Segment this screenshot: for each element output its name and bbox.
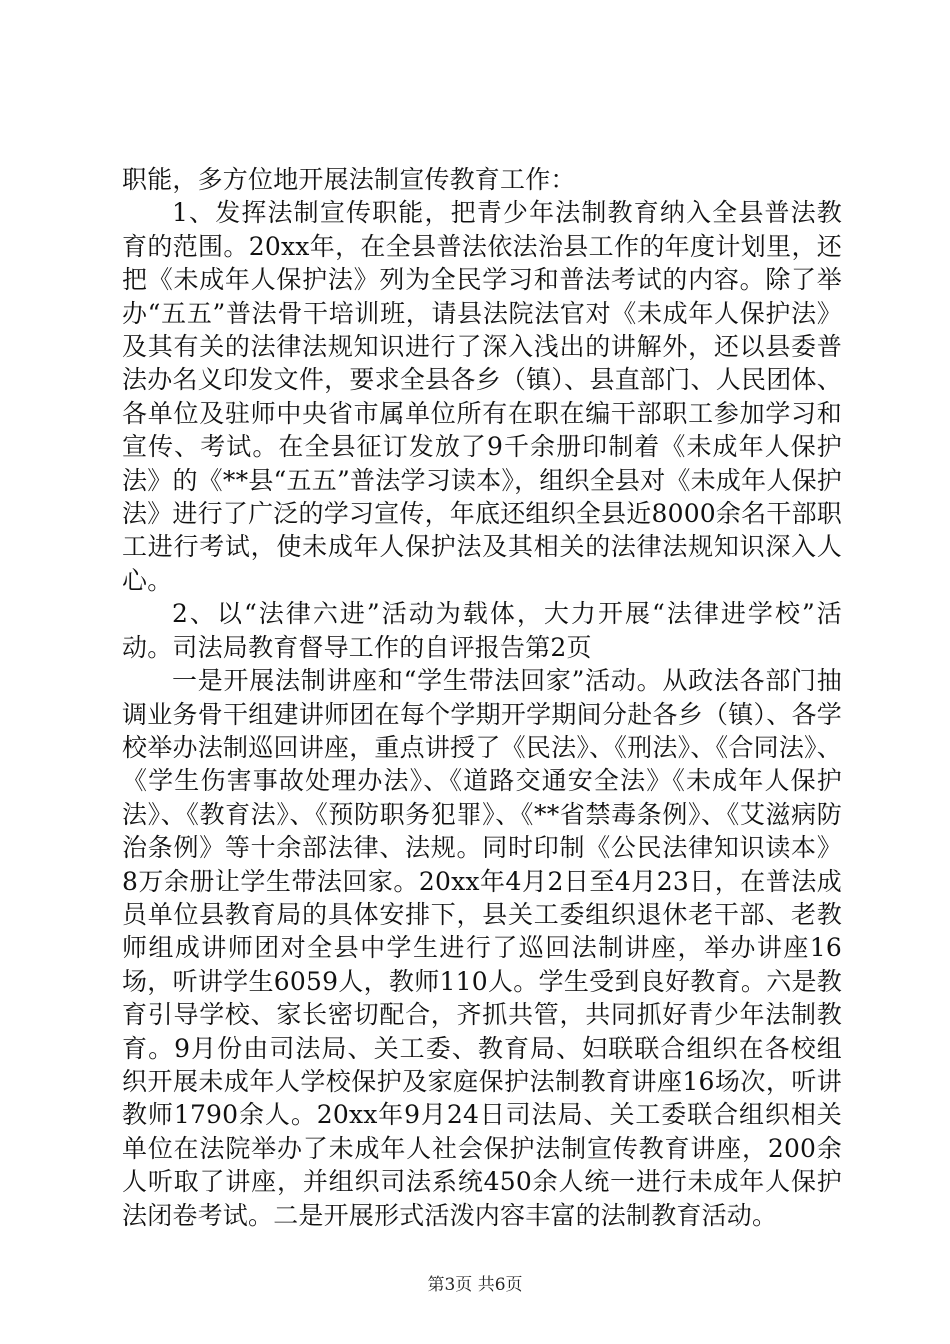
paragraph-item-1: 1、发挥法制宣传职能，把青少年法制教育纳入全县普法教育的范围。20xx年，在全县普法依法治县工作的年度计划里，还把《未成年人保护法》列为全民学习和普法考试的内容。除了举办“五五”普法骨干培训班，请县法院法官对《未成年人保护法》及其有关的法律法规知识进行了深入浅出的讲解外，还以县委普法办名义印发文件，要求全县各乡（镇）、县直部门、人民团体、各单位及驻师中央省市属单位所有在职在编干部职工参加学习和宣传、考试。在全县征订发放了9千余册印制着《未成年人保护法》的《**县“五五”普法学习读本》，组织全县对《未成年人保护法》进行了广泛的学习宣传，年底还组织全县近8000余名干部职工进行考试，使未成年人保护法及其相关的法律法规知识深入人心。	[122, 198, 842, 595]
body-text	[122, 163, 842, 1232]
paragraph-item-2: 2、以“法律六进”活动为载体，大力开展“法律进学校”活动。司法局教育督导工作的自评报告第2页	[122, 599, 842, 662]
paragraph-lectures: 一是开展法制讲座和“学生带法回家”活动。从政法各部门抽调业务骨干组建讲师团在每个学期开学期间分赴各乡（镇）、各学校举办法制巡回讲座，重点讲授了《民法》、《刑法》、《合同法》、《学生伤害事故处理办法》、《道路交通安全法》《未成年人保护法》、《教育法》、《预防职务犯罪》、《**省禁毒条例》、《艾滋病防治条例》等十余部法律、法规。同时印制《公民法律知识读本》8万余册让学生带法回家。20xx年4月2日至4月23日，在普法成员单位县教育局的具体安排下，县关工委组织退休老干部、老教师组成讲师团对全县中学生进行了巡回法制讲座，举办讲座16场，听讲学生6059人，教师110人。学生受到良好教育。六是教育引导学校、家长密切配合，齐抓共管，共同抓好青少年法制教育。9月份由司法局、关工委、教育局、妇联联合组织在各校组织开展未成年人学校保护及家庭保护法制教育讲座16场次，听讲教师1790余人。20xx年9月24日司法局、关工委联合组织相关单位在法院举办了未成年人社会保护法制宣传教育讲座，200余人听取了讲座，并组织司法系统450余人统一进行未成年人保护法闭卷考试。二是开展形式活泼内容丰富的法制教育活动。	[122, 666, 842, 1230]
paragraph-intro: 职能，多方位地开展法制宣传教育工作：	[122, 165, 576, 194]
page-footer: 第3页 共6页	[427, 1275, 523, 1295]
